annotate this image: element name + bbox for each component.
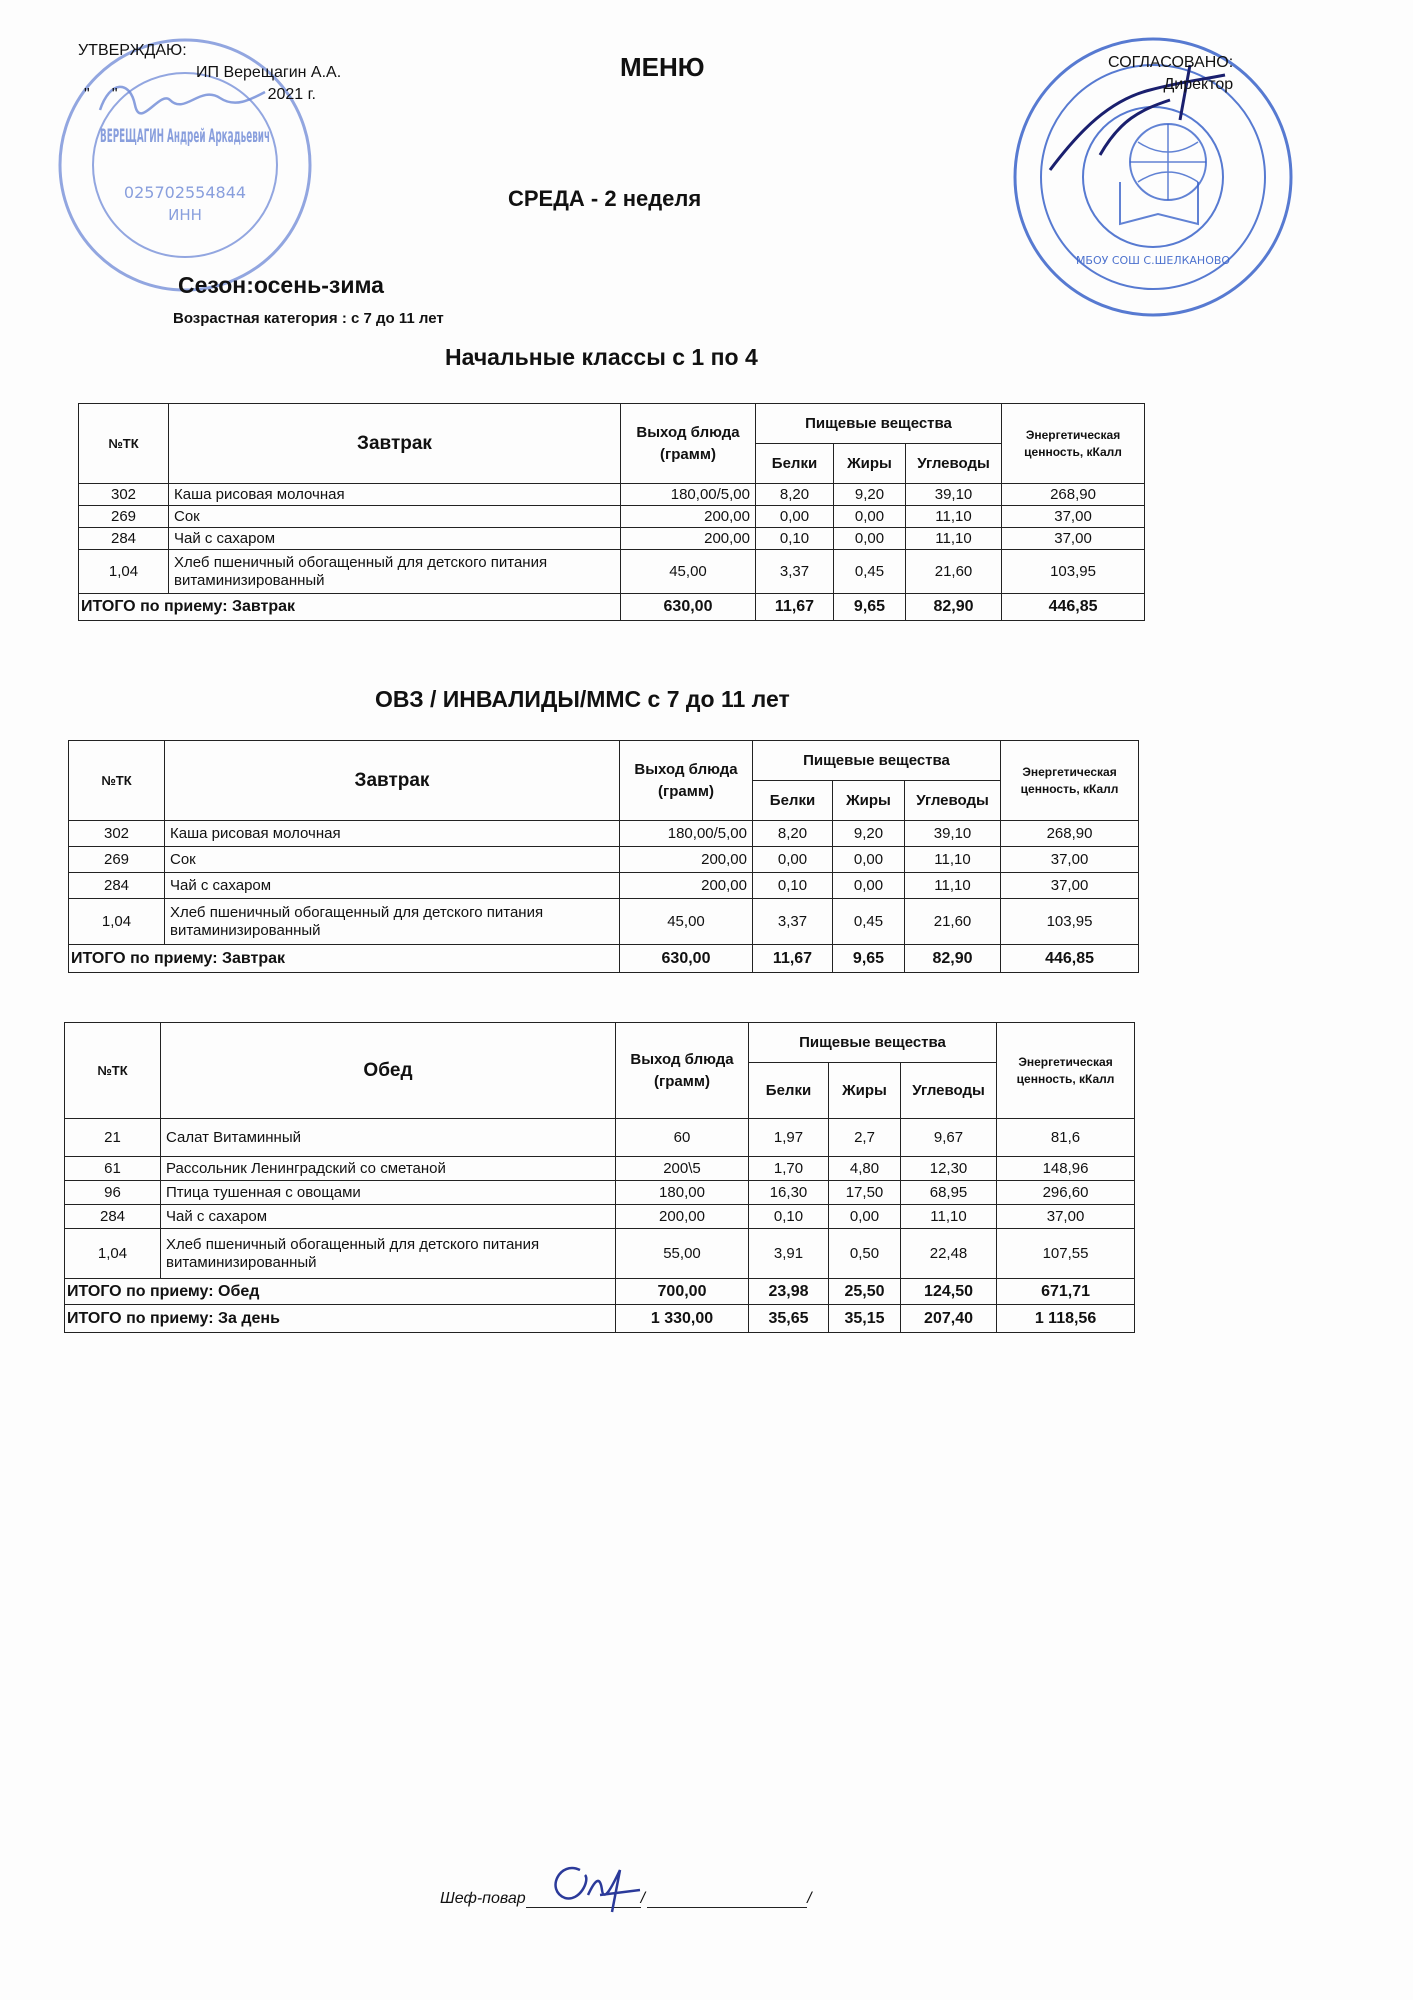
cell-yield: 55,00 [616,1229,749,1279]
day-total-fat: 35,15 [829,1305,901,1333]
cell-dish: Рассольник Ленинградский со сметаной [161,1157,616,1181]
approval-block [78,40,341,106]
col-nutrients: Пищевые вещества [749,1023,997,1063]
total-fat: 9,65 [833,945,905,973]
total-yield: 630,00 [621,594,756,621]
agreement-block [1108,52,1233,96]
cell-fat: 0,00 [833,873,905,899]
total-label: ИТОГО по приему: Завтрак [79,594,621,621]
table-row [79,506,1145,528]
cell-carbs: 11,10 [905,847,1001,873]
total-label: ИТОГО по приему: Завтрак [69,945,620,973]
cell-carbs: 11,10 [901,1205,997,1229]
cell-dish: Птица тушенная с овощами [161,1181,616,1205]
cell-energy: 37,00 [1002,528,1145,550]
cell-energy: 107,55 [997,1229,1135,1279]
cell-carbs: 11,10 [906,506,1002,528]
cell-tk: 21 [65,1119,161,1157]
page-title: МЕНЮ [620,52,705,82]
cell-fat: 0,45 [833,899,905,945]
table-row [79,484,1145,506]
cell-yield: 45,00 [621,550,756,594]
cell-tk: 284 [69,873,165,899]
day-total-protein: 35,65 [749,1305,829,1333]
cell-carbs: 21,60 [906,550,1002,594]
table-row [69,899,1139,945]
cell-tk: 302 [79,484,169,506]
table-row [65,1181,1135,1205]
cell-tk: 1,04 [79,550,169,594]
cell-dish: Каша рисовая молочная [169,484,621,506]
cell-fat: 0,00 [834,506,906,528]
section-title-primary: Начальные классы с 1 по 4 [445,344,758,370]
cell-protein: 0,10 [753,873,833,899]
cell-protein: 0,10 [756,528,834,550]
cell-yield: 180,00/5,00 [620,821,753,847]
col-fat: Жиры [829,1063,901,1119]
table-row [69,873,1139,899]
total-energy: 446,85 [1001,945,1139,973]
approval-date [78,84,341,106]
cell-tk: 269 [79,506,169,528]
total-fat: 9,65 [834,594,906,621]
cell-fat: 0,00 [834,528,906,550]
cell-dish: Сок [165,847,620,873]
cell-tk: 284 [65,1205,161,1229]
day-title: СРЕДА - 2 неделя [508,186,702,211]
col-tk: №ТК [69,741,165,821]
total-protein: 11,67 [756,594,834,621]
table-row [65,1229,1135,1279]
cell-carbs: 21,60 [905,899,1001,945]
cell-yield: 200,00 [621,528,756,550]
cell-tk: 1,04 [65,1229,161,1279]
meal-title: Завтрак [169,404,621,484]
approver-name: ИП Верещагин А.А. [196,64,342,81]
menu-table-special-breakfast [68,740,1139,973]
menu-table-special-lunch [64,1022,1135,1333]
total-energy: 446,85 [1002,594,1145,621]
table-row [65,1157,1135,1181]
col-nutrients: Пищевые вещества [756,404,1002,444]
cell-protein: 1,70 [749,1157,829,1181]
col-protein: Белки [749,1063,829,1119]
total-yield: 700,00 [616,1279,749,1305]
chef-label: Шеф-повар [440,1890,526,1907]
day-total-yield: 1 330,00 [616,1305,749,1333]
col-nutrients: Пищевые вещества [753,741,1001,781]
left-stamp-name: ВЕРЕЩАГИН Андрей Аркадьевич [100,125,270,147]
cell-yield: 60 [616,1119,749,1157]
cell-carbs: 9,67 [901,1119,997,1157]
date-quote-close: " [111,86,118,103]
cell-carbs: 11,10 [906,528,1002,550]
cell-yield: 180,00/5,00 [621,484,756,506]
cell-fat: 9,20 [834,484,906,506]
col-carbs: Углеводы [901,1063,997,1119]
menu-table-primary-breakfast [78,403,1145,621]
cell-protein: 0,10 [749,1205,829,1229]
cell-fat: 0,00 [829,1205,901,1229]
cell-dish: Сок [169,506,621,528]
total-carbs: 82,90 [906,594,1002,621]
cell-carbs: 68,95 [901,1181,997,1205]
cell-energy: 37,00 [997,1205,1135,1229]
approve-label: УТВЕРЖДАЮ: [78,42,187,59]
col-energy: Энергетическая ценность, кКалл [1001,741,1139,821]
cell-carbs: 22,48 [901,1229,997,1279]
col-tk: №ТК [79,404,169,484]
cell-energy: 81,6 [997,1119,1135,1157]
cell-energy: 268,90 [1002,484,1145,506]
cell-tk: 1,04 [69,899,165,945]
date-year: 2021 г. [267,86,316,103]
col-fat: Жиры [833,781,905,821]
total-protein: 23,98 [749,1279,829,1305]
cell-energy: 268,90 [1001,821,1139,847]
agreed-label: СОГЛАСОВАНО: [1108,54,1234,71]
day-total-energy: 1 118,56 [997,1305,1135,1333]
cell-yield: 200,00 [620,873,753,899]
cell-protein: 3,37 [756,550,834,594]
cell-energy: 148,96 [997,1157,1135,1181]
col-energy: Энергетическая ценность, кКалл [997,1023,1135,1119]
cell-energy: 103,95 [1002,550,1145,594]
meal-title: Завтрак [165,741,620,821]
col-carbs: Углеводы [906,444,1002,484]
cell-protein: 8,20 [753,821,833,847]
cell-protein: 3,37 [753,899,833,945]
cell-fat: 0,50 [829,1229,901,1279]
cell-yield: 200,00 [616,1205,749,1229]
cell-yield: 200\5 [616,1157,749,1181]
cell-fat: 9,20 [833,821,905,847]
meal-title: Обед [161,1023,616,1119]
table-row [69,847,1139,873]
cell-fat: 2,7 [829,1119,901,1157]
cell-tk: 302 [69,821,165,847]
cell-yield: 180,00 [616,1181,749,1205]
total-protein: 11,67 [753,945,833,973]
day-total-label: ИТОГО по приему: За день [65,1305,616,1333]
cell-dish: Каша рисовая молочная [165,821,620,847]
total-energy: 671,71 [997,1279,1135,1305]
col-yield: Выход блюда (грамм) [620,741,753,821]
col-carbs: Углеводы [905,781,1001,821]
cell-protein: 16,30 [749,1181,829,1205]
left-stamp-inn: 025702554844 [123,183,247,202]
cell-fat: 17,50 [829,1181,901,1205]
total-yield: 630,00 [620,945,753,973]
cell-tk: 284 [79,528,169,550]
cell-yield: 200,00 [620,847,753,873]
cell-dish: Хлеб пшеничный обогащенный для детского питания витаминизированный [165,899,620,945]
table-row [65,1119,1135,1157]
col-tk: №ТК [65,1023,161,1119]
table-row [79,528,1145,550]
cell-energy: 296,60 [997,1181,1135,1205]
cell-dish: Хлеб пшеничный обогащенный для детского питания витаминизированный [161,1229,616,1279]
cell-tk: 61 [65,1157,161,1181]
right-stamp-text: МБОУ СОШ С.ШЕЛКАНОВО [1075,254,1231,267]
season-label: Сезон:осень-зима [178,272,384,298]
cell-dish: Хлеб пшеничный обогащенный для детского питания витаминизированный [169,550,621,594]
cell-fat: 0,45 [834,550,906,594]
chef-signature-icon [540,1850,650,1920]
cell-fat: 4,80 [829,1157,901,1181]
chef-signature-line: Шеф-повар / / [440,1890,812,1907]
cell-energy: 103,95 [1001,899,1139,945]
cell-energy: 37,00 [1001,873,1139,899]
table-row [65,1205,1135,1229]
cell-protein: 0,00 [756,506,834,528]
cell-protein: 1,97 [749,1119,829,1157]
total-carbs: 82,90 [905,945,1001,973]
cell-protein: 3,91 [749,1229,829,1279]
cell-yield: 45,00 [620,899,753,945]
col-protein: Белки [753,781,833,821]
cell-carbs: 39,10 [906,484,1002,506]
day-total-carbs: 207,40 [901,1305,997,1333]
cell-dish: Чай с сахаром [169,528,621,550]
cell-dish: Чай с сахаром [165,873,620,899]
cell-carbs: 39,10 [905,821,1001,847]
table-row [79,550,1145,594]
total-row [65,1279,1135,1305]
cell-fat: 0,00 [833,847,905,873]
col-energy: Энергетическая ценность, кКалл [1002,404,1145,484]
total-row [69,945,1139,973]
cell-protein: 8,20 [756,484,834,506]
agreed-role: Директор [1163,76,1234,93]
cell-tk: 96 [65,1181,161,1205]
col-yield: Выход блюда (грамм) [616,1023,749,1119]
total-row [79,594,1145,621]
total-label: ИТОГО по приему: Обед [65,1279,616,1305]
total-carbs: 124,50 [901,1279,997,1305]
cell-protein: 0,00 [753,847,833,873]
cell-yield: 200,00 [621,506,756,528]
cell-energy: 37,00 [1001,847,1139,873]
section-title-special: ОВЗ / ИНВАЛИДЫ/ММС с 7 до 11 лет [375,686,790,712]
col-fat: Жиры [834,444,906,484]
cell-dish: Чай с сахаром [161,1205,616,1229]
day-total-row [65,1305,1135,1333]
cell-energy: 37,00 [1002,506,1145,528]
total-fat: 25,50 [829,1279,901,1305]
col-yield: Выход блюда (грамм) [621,404,756,484]
cell-tk: 269 [69,847,165,873]
cell-carbs: 11,10 [905,873,1001,899]
cell-dish: Салат Витаминный [161,1119,616,1157]
name-underline [647,1891,807,1908]
age-category: Возрастная категория : с 7 до 11 лет [173,310,444,327]
col-protein: Белки [756,444,834,484]
cell-carbs: 12,30 [901,1157,997,1181]
date-quote-open: " [84,86,90,103]
table-row [69,821,1139,847]
left-stamp-inn-label: ИНН [168,206,202,224]
